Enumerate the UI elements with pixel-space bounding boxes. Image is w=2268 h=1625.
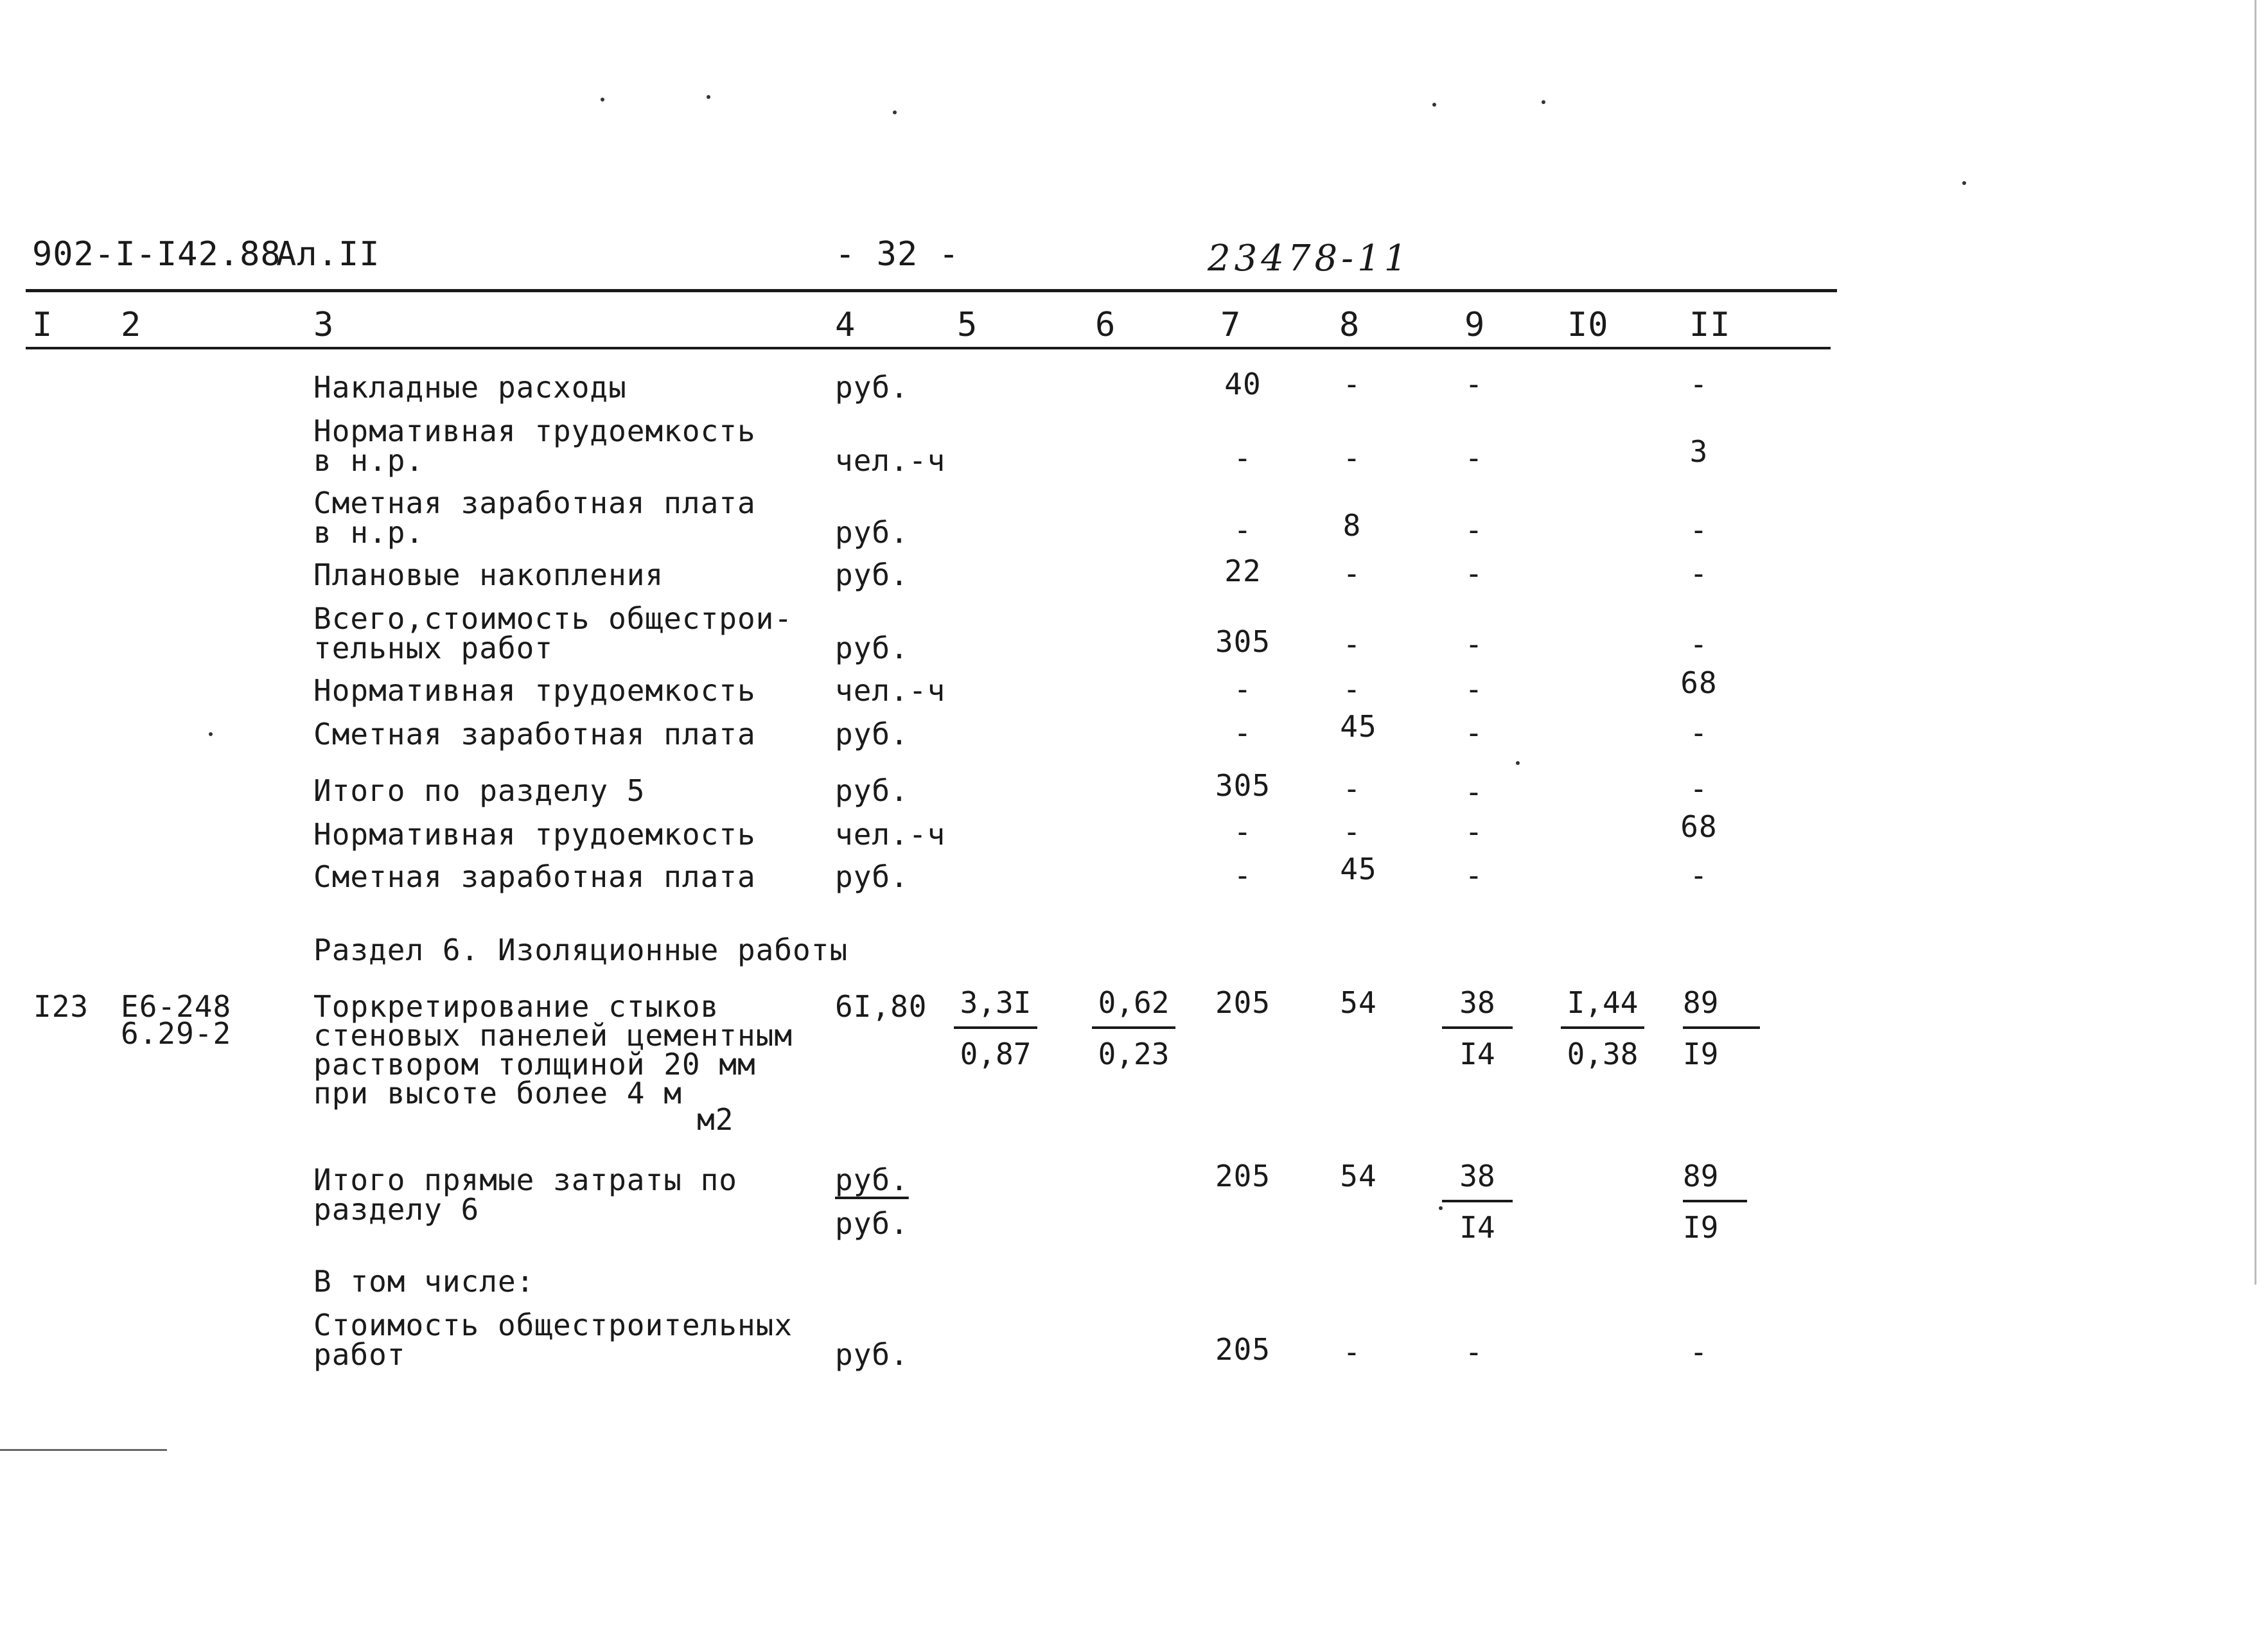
col-header-5: 5 <box>957 306 978 344</box>
total-unit-top: руб. <box>835 1163 909 1197</box>
row-unit: чел.-ч <box>835 443 946 478</box>
row-name-line1: Сметная заработная плата <box>313 486 756 520</box>
cost-name-line2: работ <box>313 1337 406 1372</box>
item-number: I23 <box>33 989 89 1024</box>
total-col7: 205 <box>1215 1159 1271 1193</box>
item-col4: 6I,80 <box>835 989 927 1024</box>
header-bottom-rule <box>26 347 1831 349</box>
total-col11-fraction <box>1683 1159 1747 1245</box>
row-name: Итого по разделу 5 <box>313 773 646 808</box>
row-name-line2: в н.р. <box>313 443 425 478</box>
item-col6-numerator: 0,62 <box>1098 985 1170 1020</box>
fraction-bar <box>1442 1026 1513 1029</box>
row-col7: - <box>1233 441 1253 475</box>
row-unit: руб. <box>835 631 909 665</box>
row-col11: 68 <box>1680 665 1718 700</box>
item-col10-numerator: I,44 <box>1567 985 1639 1020</box>
col-header-11: II <box>1689 306 1731 344</box>
row-col11: - <box>1689 858 1709 893</box>
fraction-bar <box>1442 1200 1513 1202</box>
cost-col9: - <box>1464 1335 1484 1369</box>
cost-unit: руб. <box>835 1337 909 1372</box>
row-col7: 305 <box>1215 624 1271 659</box>
row-col9: - <box>1464 627 1484 662</box>
row-col11: - <box>1689 716 1709 750</box>
item-col9-numerator: 38 <box>1459 985 1495 1020</box>
row-col7: 40 <box>1224 367 1261 401</box>
col-header-8: 8 <box>1339 306 1360 344</box>
row-col7: 22 <box>1224 554 1261 588</box>
row-col9: - <box>1464 513 1484 547</box>
total-col11-numerator: 89 <box>1683 1159 1719 1193</box>
item-desc-line3: раствором толщиной 20 мм <box>313 1047 756 1082</box>
row-name: Плановые накопления <box>313 558 664 592</box>
document-code: 902-I-I42.88 <box>32 235 281 274</box>
row-unit: руб. <box>835 515 909 550</box>
scan-speck <box>601 98 604 101</box>
col-header-3: 3 <box>313 306 335 344</box>
item-code-line2: 6.29-2 <box>121 1016 232 1051</box>
row-col8: - <box>1342 627 1362 662</box>
fraction-bar <box>1683 1200 1747 1202</box>
item-col8: 54 <box>1340 985 1377 1020</box>
total-col9-fraction <box>1442 1159 1513 1245</box>
row-unit: руб. <box>835 558 909 592</box>
fraction-bar <box>1092 1026 1175 1029</box>
row-col9: - <box>1464 858 1484 893</box>
total-col11-denominator: I9 <box>1683 1210 1719 1245</box>
col-header-1: I <box>32 306 53 344</box>
fraction-bar <box>1561 1026 1644 1029</box>
page-number: - 32 - <box>835 235 960 274</box>
row-name: Сметная заработная плата <box>313 859 756 894</box>
total-col9-denominator: I4 <box>1459 1210 1495 1245</box>
row-col7: - <box>1233 814 1253 849</box>
col-header-6: 6 <box>1095 306 1116 344</box>
item-col10-denominator: 0,38 <box>1567 1037 1639 1071</box>
row-col8: - <box>1342 814 1362 849</box>
row-col7: - <box>1233 858 1253 893</box>
row-col11: - <box>1689 627 1709 662</box>
including-label: В том числе: <box>313 1264 535 1299</box>
row-col7: - <box>1233 513 1253 547</box>
row-unit: руб. <box>835 859 909 894</box>
item-col5-denominator: 0,87 <box>960 1037 1032 1071</box>
item-col9-fraction <box>1442 985 1513 1071</box>
scan-speck <box>1516 761 1520 765</box>
col-header-2: 2 <box>121 306 142 344</box>
row-col7: - <box>1233 672 1253 707</box>
item-unit-label: м2 <box>697 1102 734 1137</box>
scan-speck <box>1439 1206 1443 1210</box>
row-unit: руб. <box>835 773 909 808</box>
scan-right-edge <box>2255 0 2256 1285</box>
item-col5-numerator: 3,3I <box>960 985 1032 1020</box>
col-header-7: 7 <box>1220 306 1242 344</box>
header-top-rule <box>26 289 1837 292</box>
row-name-line2: в н.р. <box>313 515 425 550</box>
handwritten-stamp: 23478-11 <box>1208 238 1411 279</box>
total-name-line1: Итого прямые затраты по <box>313 1163 737 1197</box>
cost-col8: - <box>1342 1335 1362 1369</box>
row-col7: 305 <box>1215 768 1271 803</box>
scan-edge-mark <box>0 1449 167 1451</box>
row-col9: - <box>1464 556 1484 591</box>
row-col7: - <box>1233 716 1253 750</box>
item-col7: 205 <box>1215 985 1271 1020</box>
item-col9-denominator: I4 <box>1459 1037 1495 1071</box>
total-col9-numerator: 38 <box>1459 1159 1495 1193</box>
row-unit: чел.-ч <box>835 673 946 708</box>
row-col9: - <box>1464 672 1484 707</box>
row-col8: - <box>1342 367 1362 401</box>
row-col8: - <box>1342 441 1362 475</box>
item-col5-fraction <box>954 985 1037 1071</box>
item-col10-fraction <box>1561 985 1644 1071</box>
row-col11: 68 <box>1680 809 1718 844</box>
scan-speck <box>209 732 213 736</box>
item-col6-denominator: 0,23 <box>1098 1037 1170 1071</box>
total-name-line2: разделу 6 <box>313 1192 480 1227</box>
cost-col11: - <box>1689 1335 1709 1369</box>
row-name-line1: Всего,стоимость общестрои- <box>313 601 793 636</box>
row-col11: 3 <box>1689 434 1709 469</box>
total-col8: 54 <box>1340 1159 1377 1193</box>
col-header-4: 4 <box>835 306 856 344</box>
row-col8: - <box>1342 556 1362 591</box>
cost-name-line1: Стоимость общестроительных <box>313 1308 793 1342</box>
row-name-line1: Нормативная трудоемкость <box>313 414 756 448</box>
row-unit: руб. <box>835 370 909 405</box>
item-col6-fraction <box>1092 985 1175 1071</box>
row-col11: - <box>1689 771 1709 806</box>
row-col8: - <box>1342 771 1362 806</box>
item-desc-line4: при высоте более 4 м <box>313 1076 682 1111</box>
item-desc-line2: стеновых панелей цементным <box>313 1018 793 1053</box>
fraction-bar <box>1683 1026 1760 1029</box>
scan-speck <box>1542 100 1545 104</box>
row-name: Накладные расходы <box>313 370 627 405</box>
row-col9: - <box>1464 441 1484 475</box>
item-col11-denominator: I9 <box>1683 1037 1719 1071</box>
item-code-line1: Е6-248 <box>121 989 232 1024</box>
row-name: Сметная заработная плата <box>313 717 756 751</box>
row-col11: - <box>1689 513 1709 547</box>
item-col11-numerator: 89 <box>1683 985 1719 1020</box>
item-desc-line1: Торкретирование стыков <box>313 989 719 1024</box>
row-col8: 8 <box>1342 508 1362 543</box>
album-label: Ал.II <box>276 235 380 274</box>
scan-speck <box>893 110 897 114</box>
row-name: Нормативная трудоемкость <box>313 817 756 852</box>
row-col9: - <box>1464 367 1484 401</box>
row-col9: - <box>1464 814 1484 849</box>
row-unit: руб. <box>835 717 909 751</box>
col-header-9: 9 <box>1464 306 1486 344</box>
scan-speck <box>1432 103 1436 107</box>
row-unit: чел.-ч <box>835 817 946 852</box>
row-col8: - <box>1342 672 1362 707</box>
row-col11: - <box>1689 367 1709 401</box>
row-col9: - <box>1464 775 1484 809</box>
fraction-bar <box>954 1026 1037 1029</box>
row-col9: - <box>1464 716 1484 750</box>
scan-speck <box>1962 181 1966 185</box>
row-name-line2: тельных работ <box>313 631 554 665</box>
cost-col7: 205 <box>1215 1332 1271 1367</box>
scan-speck <box>707 95 710 99</box>
row-col8: 45 <box>1340 852 1377 886</box>
row-col11: - <box>1689 556 1709 591</box>
col-header-10: I0 <box>1567 306 1609 344</box>
row-name: Нормативная трудоемкость <box>313 673 756 708</box>
section-6-title: Раздел 6. Изоляционные работы <box>313 933 848 967</box>
row-col8: 45 <box>1340 709 1377 744</box>
item-col11-fraction <box>1683 985 1760 1071</box>
total-unit-bottom: руб. <box>835 1206 909 1241</box>
